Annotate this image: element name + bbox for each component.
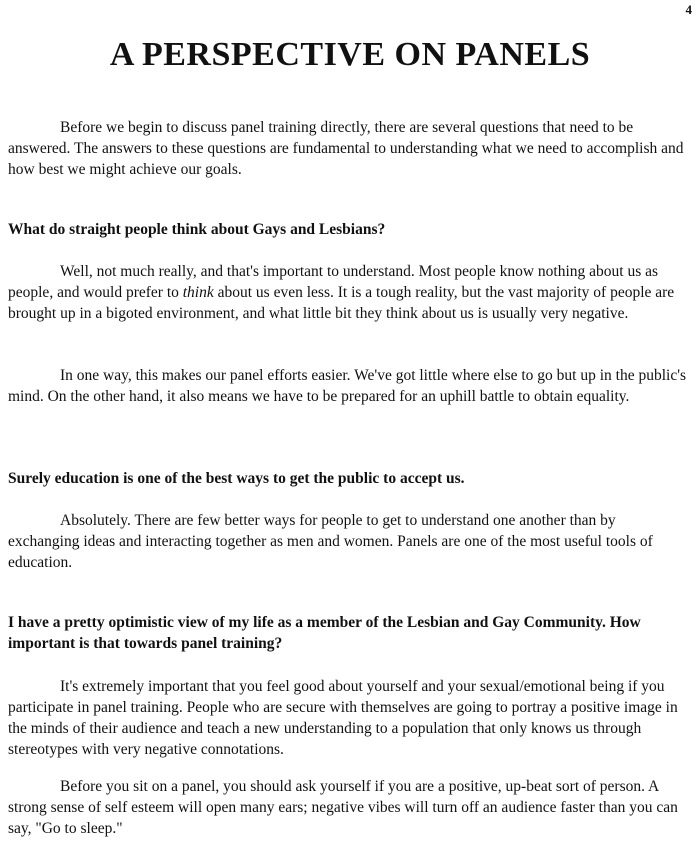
section-paragraph: In one way, this makes our panel efforts easier. We've got little where else to go but up in the public's mind. On the other hand, it also means we have to be prepared for an uphill battle to obtain equality.: [8, 367, 687, 405]
section-paragraph-block: [8, 510, 690, 573]
section-question: Surely education is one of the best ways to get the public to accept us.: [8, 470, 465, 487]
intro-block: [8, 117, 690, 180]
section-question: I have a pretty optimistic view of my life as a member of the Lesbian and Gay Community. How important is that towards panel training?: [8, 614, 641, 652]
section-paragraph: [8, 261, 690, 324]
section-paragraph: Before you sit on a panel, you should ask yourself if you are a positive, up-beat sort of person. A strong sense of self esteem will open many ears; negative vibes will turn off an audience faster than you can say, "Go to sleep.": [8, 778, 678, 837]
section-question-block: [8, 612, 690, 654]
section-paragraph-block: [8, 261, 690, 324]
section-paragraph-block: [8, 365, 690, 407]
paragraph-text: Well, not much really, and that's important to understand. Most people know nothing about us as people, and would prefer to: [8, 263, 659, 301]
paragraph-text: about us even less. It is a tough reality, but the vast majority of people are brought up in a bigoted environment, and what little bit they think about us is usually very negative.: [8, 284, 675, 322]
emphasized-word: think: [182, 284, 214, 301]
page-number: 4: [685, 2, 692, 17]
intro-paragraph: Before we begin to discuss panel training directly, there are several questions that need to be answered. The answers to these questions are fundamental to understanding what we need to accomplish and how best we might achieve our goals.: [8, 119, 684, 178]
section-paragraph: It's extremely important that you feel good about yourself and your sexual/emotional being if you participate in panel training. People who are secure with themselves are going to portray a positive image in the minds of their audience and teach a new understanding to a population that only knows us through stereotypes with very negative connotations.: [8, 678, 678, 758]
section-question-block: [8, 468, 690, 489]
section-paragraph-block: [8, 776, 690, 839]
section-paragraph-block: [8, 676, 690, 760]
section-question-block: [8, 219, 690, 240]
section-question: What do straight people think about Gays and Lesbians?: [8, 221, 386, 238]
page-title: A PERSPECTIVE ON PANELS: [109, 36, 591, 73]
section-paragraph: Absolutely. There are few better ways for people to get to understand one another than by exchanging ideas and interacting together as men and women. Panels are one of the most useful tools of education.: [8, 512, 653, 571]
